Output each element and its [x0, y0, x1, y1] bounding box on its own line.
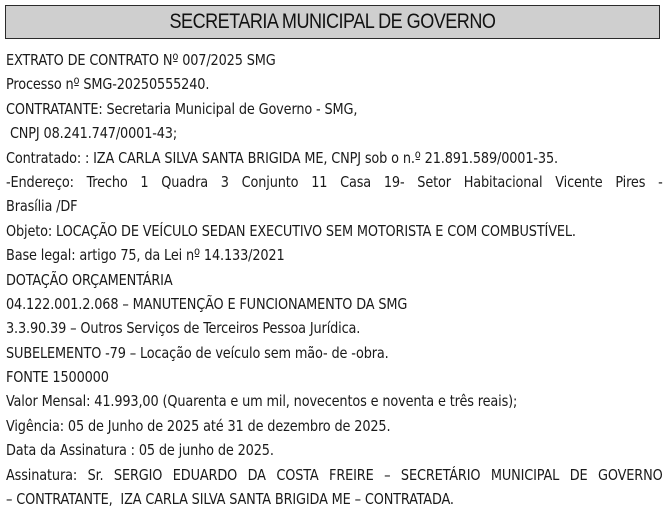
- extract-title-line: EXTRATO DE CONTRATO Nº 007/2025 SMG: [6, 51, 276, 69]
- address-line: -Endereço: Trecho 1 Quadra 3 Conjunto 11 Casa 19- Setor Habitacional Vicente Pires -: [6, 172, 663, 191]
- funding-source-line: FONTE 1500000: [6, 368, 109, 387]
- object-line: Objeto: LOCAÇÃO DE VEÍCULO SEDAN EXECUTIVO SEM MOTORISTA E COM COMBUSTÍVEL.: [6, 221, 576, 240]
- page-title: SECRETARIA MUNICIPAL DE GOVERNO: [169, 10, 496, 33]
- signature-date-line: Data da Assinatura : 05 de junho de 2025.: [6, 441, 274, 460]
- signatures-continued-line: – CONTRATANTE, IZA CARLA SILVA SANTA BRIGIDA ME – CONTRATADA.: [6, 490, 454, 509]
- signatures-line: Assinatura: Sr. SERGIO EDUARDO DA COSTA FREIRE – SECRETÁRIO MUNICIPAL DE GOVERNO: [6, 465, 663, 484]
- sub-element-line: SUBELEMENTO -79 – Locação de veículo sem mão- de -obra.: [6, 343, 389, 362]
- budget-allocation-heading: DOTAÇÃO ORÇAMENTÁRIA: [6, 270, 173, 289]
- address-city-line: Brasília /DF: [6, 197, 78, 216]
- process-number-line: Processo nº SMG-20250555240.: [6, 75, 210, 94]
- budget-program-line: 04.122.001.2.068 – MANUTENÇÃO E FUNCIONAMENTO DA SMG: [6, 294, 408, 313]
- legal-basis-line: Base legal: artigo 75, da Lei nº 14.133/2021: [6, 246, 285, 265]
- monthly-value-line: Valor Mensal: 41.993,00 (Quarenta e um mil, novecentos e noventa e três reais);: [6, 392, 518, 411]
- contract-extract-body: [6, 48, 662, 511]
- header-box: [5, 5, 660, 39]
- contracting-party-cnpj-line: CNPJ 08.241.747/0001-43;: [6, 124, 178, 143]
- validity-line: Vigência: 05 de Junho de 2025 até 31 de dezembro de 2025.: [6, 416, 391, 435]
- contractor-line: Contratado: : IZA CARLA SILVA SANTA BRIGIDA ME, CNPJ sob o n.º 21.891.589/0001-35.: [6, 148, 558, 167]
- contracting-party-line: CONTRATANTE: Secretaria Municipal de Governo - SMG,: [6, 99, 358, 118]
- budget-element-line: 3.3.90.39 – Outros Serviços de Terceiros Pessoa Jurídica.: [6, 319, 361, 338]
